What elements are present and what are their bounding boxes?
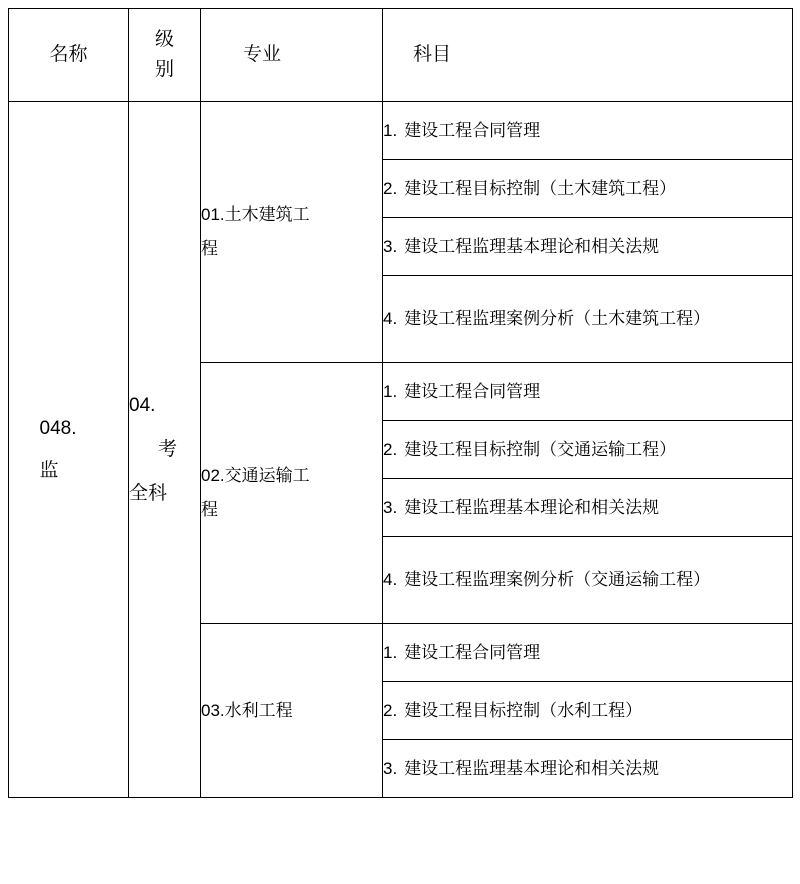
cell-subject [383,479,793,537]
column-header-level [129,9,201,102]
subject-text: 建设工程监理基本理论和相关法规 [404,758,660,778]
subject-text: 建设工程监理基本理论和相关法规 [404,236,660,256]
column-header-name: 名称 [9,9,129,102]
cell-subject [383,624,793,682]
subject-text: 建设工程合同管理 [404,120,541,140]
cell-subject [383,537,793,624]
cell-major [201,624,383,798]
table-header [9,9,793,102]
major-label-line1: 02.交通运输工 [201,466,310,485]
subject-index: 3. [383,758,398,778]
subject-text: 建设工程目标控制（土木建筑工程） [404,178,677,198]
level-line2: 考 [157,438,177,460]
major-label-line2: 程 [201,239,218,258]
level-line3: 全科 [129,482,168,504]
subject-index: 3. [383,497,398,517]
name-line1: 048. [39,417,77,439]
subject-index: 4. [383,570,398,589]
subject-text: 建设工程合同管理 [404,381,541,401]
major-label-line2: 程 [201,500,218,519]
subject-index: 2. [383,439,398,459]
cell-subject [383,102,793,160]
cell-subject [383,160,793,218]
subject-text: 建设工程监理基本理论和相关法规 [404,497,660,517]
subject-index: 1. [383,120,398,140]
subject-index: 1. [383,381,398,401]
subject-index: 2. [383,178,398,198]
cell-subject [383,421,793,479]
table-body [9,102,793,798]
column-header-level-line2: 别 [154,59,174,80]
column-header-subject: 科目 [383,9,793,102]
cell-subject [383,276,793,363]
subject-index: 4. [383,309,398,328]
subject-text: 建设工程监理案例分析（交通运输工程） [404,570,711,589]
major-label-line1: 01.土木建筑工 [201,205,310,224]
subject-text: 建设工程目标控制（交通运输工程） [404,439,677,459]
cell-subject [383,740,793,798]
name-line2: 监 [39,459,59,481]
cell-level [129,102,201,798]
subject-text: 建设工程合同管理 [404,642,541,662]
subject-text: 建设工程监理案例分析（土木建筑工程） [404,309,711,328]
subject-index: 2. [383,700,398,720]
level-line1: 04. [129,394,156,416]
table-row [9,102,793,160]
major-label-line1: 03.水利工程 [201,700,293,720]
cell-major [201,102,383,363]
column-header-level-line1: 级 [154,29,174,50]
table-header-row [9,9,793,102]
cell-subject [383,218,793,276]
cell-major [201,363,383,624]
exam-subjects-table [8,8,793,798]
subject-text: 建设工程目标控制（水利工程） [404,700,643,720]
cell-name [9,102,129,798]
cell-subject [383,363,793,421]
subject-index: 1. [383,642,398,662]
cell-subject [383,682,793,740]
subject-index: 3. [383,236,398,256]
column-header-major: 专业 [201,9,383,102]
